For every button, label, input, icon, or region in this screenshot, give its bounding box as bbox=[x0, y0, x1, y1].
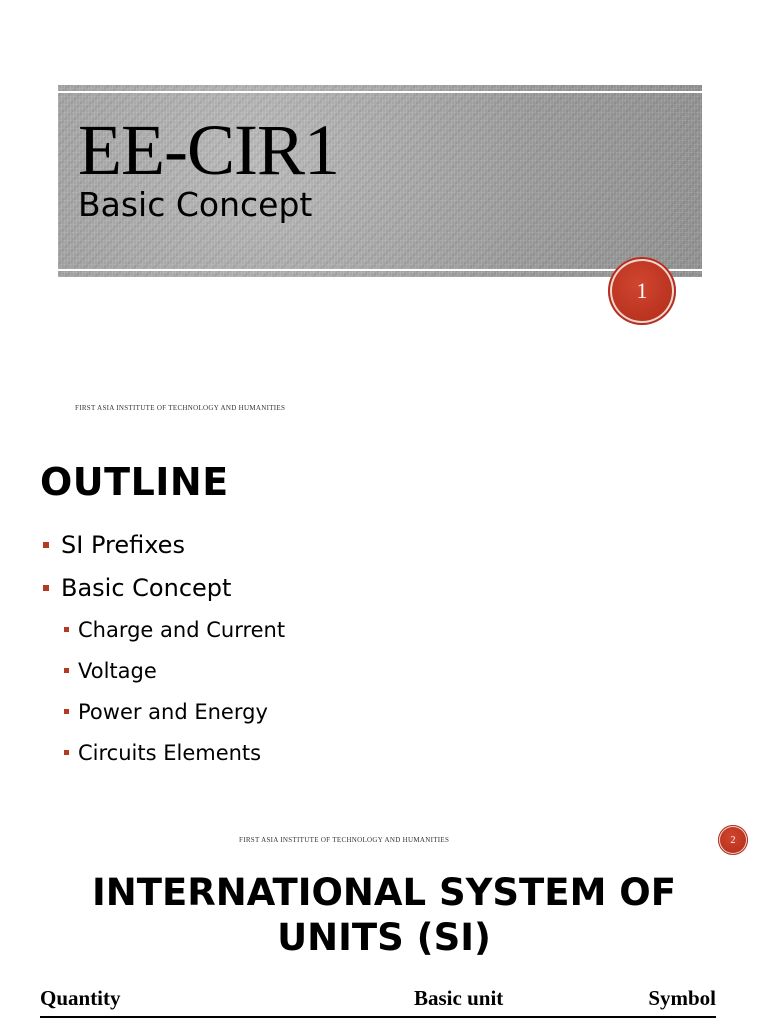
bullet-text: Charge and Current bbox=[78, 618, 286, 642]
bullet-text: SI Prefixes bbox=[61, 531, 185, 559]
slide-footer: FIRST ASIA INSTITUTE OF TECHNOLOGY AND HUMANITIES bbox=[239, 836, 450, 844]
column-header-quantity: Quantity bbox=[40, 986, 121, 1010]
bullet-item bbox=[40, 524, 285, 567]
title-slide bbox=[0, 0, 768, 430]
sub-bullet-item bbox=[40, 733, 285, 774]
si-title-line: INTERNATIONAL SYSTEM OF bbox=[91, 871, 676, 914]
bullet-square-icon bbox=[64, 709, 69, 714]
bullet-square-icon bbox=[64, 668, 69, 673]
bullet-square-icon bbox=[64, 750, 69, 755]
bullet-square-icon bbox=[43, 542, 49, 548]
bullet-text: Basic Concept bbox=[61, 574, 232, 602]
outline-heading: OUTLINE bbox=[40, 460, 229, 504]
column-header-symbol: Symbol bbox=[648, 986, 716, 1010]
bullet-item bbox=[40, 567, 285, 610]
bullet-square-icon bbox=[64, 627, 69, 632]
bullet-square-icon bbox=[43, 585, 49, 591]
page-number-badge: 2 bbox=[718, 825, 748, 855]
bullet-text: Circuits Elements bbox=[78, 741, 262, 765]
column-header-basic-unit: Basic unit bbox=[414, 986, 504, 1010]
slide-subtitle: Basic Concept bbox=[78, 185, 313, 224]
page-number-badge: 1 bbox=[608, 257, 676, 325]
bullet-text: Power and Energy bbox=[78, 700, 268, 724]
sub-bullet-item bbox=[40, 692, 285, 733]
slide-title: EE-CIR1 bbox=[78, 110, 339, 190]
si-slide-title bbox=[0, 870, 768, 960]
bullet-text: Voltage bbox=[78, 659, 157, 683]
sub-bullet-item bbox=[40, 651, 285, 692]
slide-footer: FIRST ASIA INSTITUTE OF TECHNOLOGY AND HUMANITIES bbox=[75, 404, 286, 412]
si-title-line: UNITS (SI) bbox=[277, 916, 491, 959]
si-table-header bbox=[40, 984, 716, 1018]
outline-bullet-list bbox=[40, 524, 285, 774]
sub-bullet-item bbox=[40, 610, 285, 651]
